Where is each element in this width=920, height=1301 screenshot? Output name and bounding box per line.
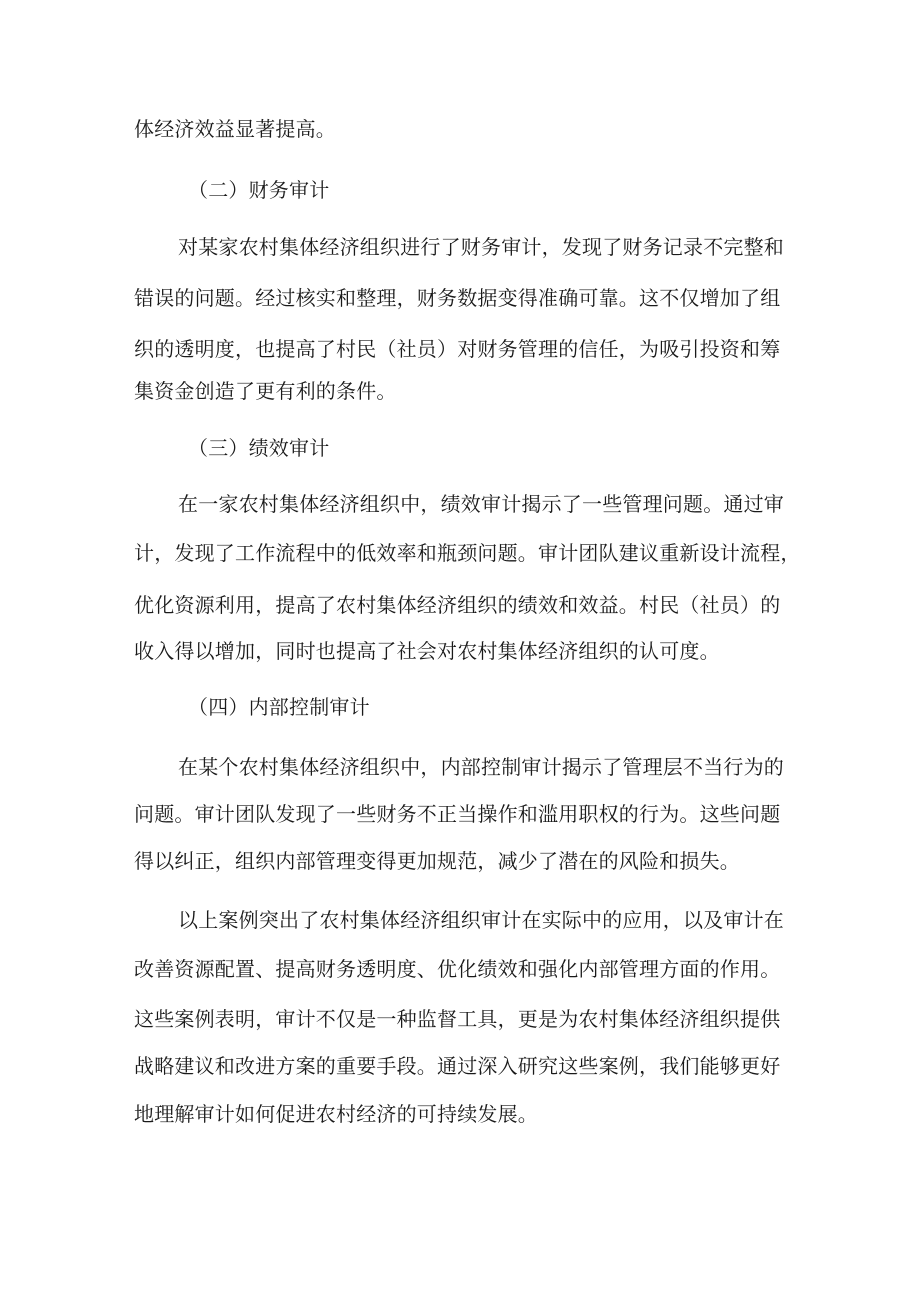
paragraph-line: 对某家农村集体经济组织进行了财务审计，发现了财务记录不完整和	[178, 235, 784, 259]
paragraph-line: 战略建议和改进方案的重要手段。通过深入研究这些案例，我们能够更好	[134, 1054, 781, 1078]
paragraph-line: 收入得以增加，同时也提高了社会对农村集体经济组织的认可度。	[134, 639, 720, 663]
paragraph-line: 在一家农村集体经济组织中，绩效审计揭示了一些管理问题。通过审	[178, 492, 784, 516]
section-heading-financial-audit: （二）财务审计	[188, 178, 330, 202]
paragraph-line: 织的透明度，也提高了村民（社员）对财务管理的信任，为吸引投资和筹	[134, 337, 781, 361]
paragraph-line: 以上案例突出了农村集体经济组织审计在实际中的应用，以及审计在	[178, 908, 784, 932]
paragraph-line: 优化资源利用，提高了农村集体经济组织的绩效和效益。村民（社员）的	[134, 593, 781, 617]
paragraph-line: 集资金创造了更有利的条件。	[134, 379, 397, 403]
paragraph-line: 计，发现了工作流程中的低效率和瓶颈问题。审计团队建议重新设计流程，	[134, 541, 801, 565]
paragraph-line: 错误的问题。经过核实和整理，财务数据变得准确可靠。这不仅增加了组	[134, 286, 781, 310]
paragraph-line: 得以纠正，组织内部管理变得更加规范，减少了潜在的风险和损失。	[134, 849, 740, 873]
paragraph-line: 体经济效益显著提高。	[134, 117, 336, 141]
section-heading-performance-audit: （三）绩效审计	[188, 436, 330, 460]
paragraph-line: 问题。审计团队发现了一些财务不正当操作和滥用职权的行为。这些问题	[134, 802, 781, 826]
paragraph-line: 改善资源配置、提高财务透明度、优化绩效和强化内部管理方面的作用。	[134, 957, 781, 981]
paragraph-line: 这些案例表明，审计不仅是一种监督工具，更是为农村集体经济组织提供	[134, 1007, 781, 1031]
section-heading-internal-control-audit: （四）内部控制审计	[188, 695, 370, 719]
paragraph-line: 在某个农村集体经济组织中，内部控制审计揭示了管理层不当行为的	[178, 755, 784, 779]
paragraph-line: 地理解审计如何促进农村经济的可持续发展。	[134, 1102, 538, 1126]
